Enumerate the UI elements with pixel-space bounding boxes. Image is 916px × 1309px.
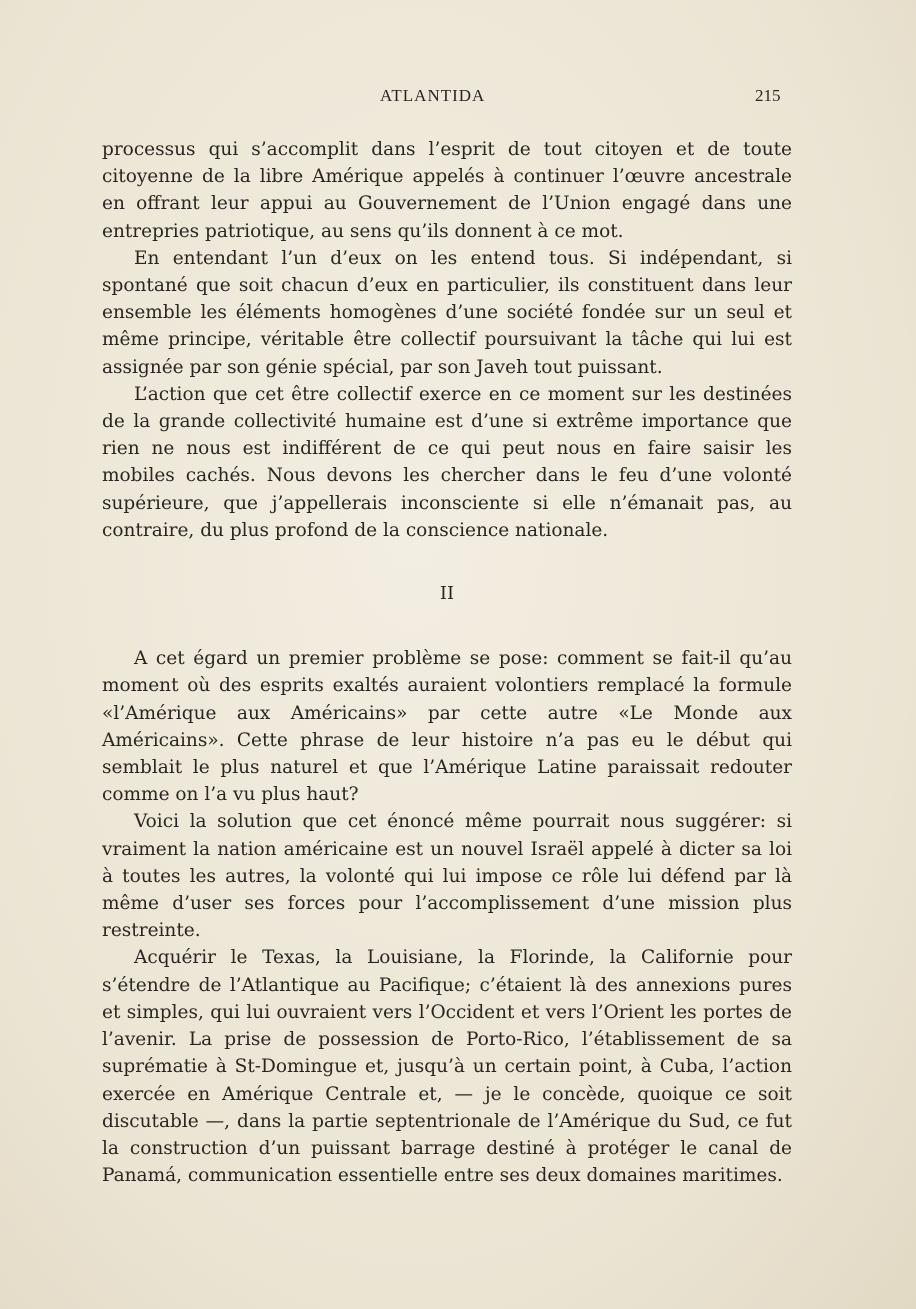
- paragraph: Voici la solution que cet énoncé même pourrait nous suggérer: si vraiment la nation américaine est un nouvel Israël appelé à dicter sa loi à toutes les autres, la volonté qui lui impose ce rôle lui défend par là même d’user ses forces pour l’accomplissement d’une mission plus restreinte.: [102, 811, 792, 942]
- paragraph: processus qui s’accomplit dans l’esprit de tout citoyen et de toute citoyenne de la libre Amérique appelés à continuer l’œuvre ancestrale en offrant leur appui au Gouvernement de l’Union engagé dans une entrepries patriotique, au sens qu’ils donnent à ce mot.: [102, 139, 792, 242]
- body-text: [102, 136, 792, 1189]
- section-heading: II: [439, 583, 455, 605]
- paragraph: En entendant l’un d’eux on les entend tous. Si indépendant, si spontané que soit chacun d’eux en particulier, ils constituent dans leur ensemble les éléments homogènes d’une société fondée sur un seul et même principe, véritable être collectif poursuivant la tâche qui lui est assignée par son génie spécial, par son Javeh tout puissant.: [102, 247, 792, 378]
- paragraph: Acquérir le Texas, la Louisiane, la Florinde, la Californie pour s’étendre de l’Atlantique au Pacifique; c’étaient là des annexions pures et simples, qui lui ouvraient vers l’Occident et vers l’Orient les portes de l’avenir. La prise de possession de Porto-Rico, l’établissement de sa suprématie à St-Domingue et, jusqu’à un certain point, à Cuba, l’action exercée en Amérique Centrale et, — je le concède, quoique ce soit discutable —, dans la partie septentrionale de l’Amérique du Sud, ce fut la construction d’un puissant barrage destiné à protéger le canal de Panamá, communication essentielle entre ses deux domaines maritimes.: [102, 947, 792, 1187]
- page-number: 215: [755, 86, 781, 105]
- running-title: ATLANTIDA: [380, 86, 486, 105]
- paragraph: L’action que cet être collectif exerce en ce moment sur les destinées de la grande collectivité humaine est d’une si extrême importance que rien ne nous est indifférent de ce qui peut nous en faire saisir les mobiles cachés. Nous devons les chercher dans le feu d’une volonté supérieure, que j’appellerais inconsciente si elle n’émanait pas, au contraire, du plus profond de la conscience nationale.: [102, 383, 792, 541]
- paragraph: A cet égard un premier problème se pose: comment se fait-il qu’au moment où des esprits exaltés auraient volontiers remplacé la formule «l’Amérique aux Américains» par cette autre «Le Monde aux Américains». Cette phrase de leur histoire n’a pas eu le début qui semblait le plus naturel et que l’Amérique Latine paraissait redouter comme on l’a vu plus haut?: [102, 648, 792, 806]
- running-head: [0, 86, 916, 110]
